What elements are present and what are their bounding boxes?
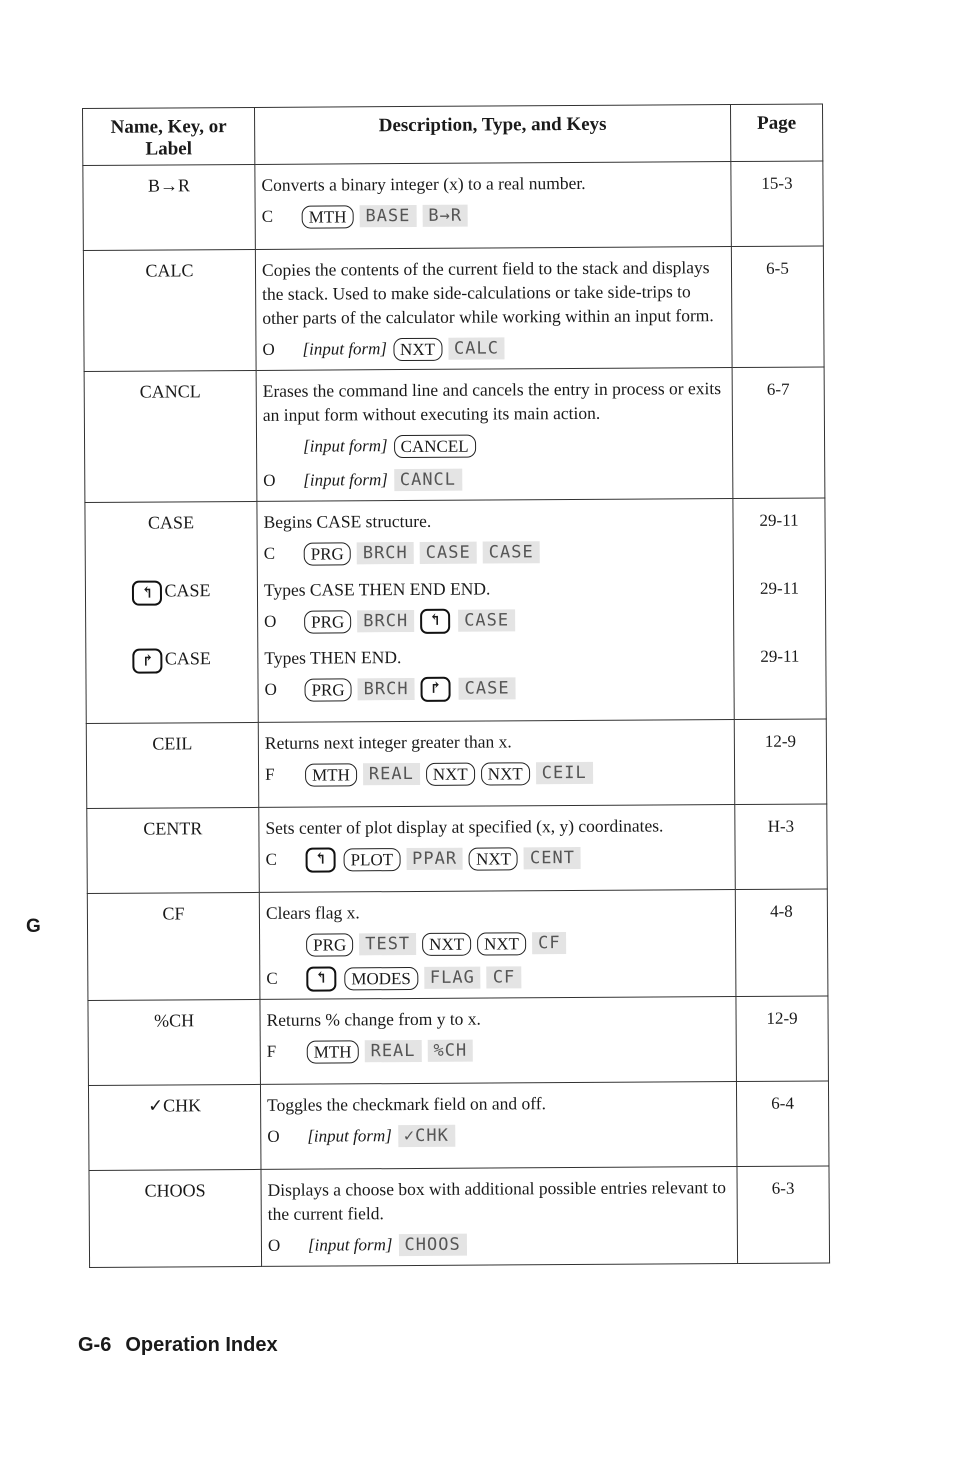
description-cell: [256, 368, 733, 502]
table-row: [87, 804, 828, 894]
keystroke-sequence: [267, 1120, 730, 1151]
command-type-code: O: [263, 470, 276, 490]
operation-name: [93, 1010, 256, 1079]
menu-softkey-label: %CH: [427, 1040, 473, 1062]
page-cell: [732, 367, 825, 499]
table-row: [89, 1166, 830, 1268]
operation-name-text: ✓CHK: [147, 1095, 202, 1116]
page-footer: [78, 1334, 278, 1357]
calculator-key: PRG: [306, 933, 353, 956]
operation-name-text: CF: [162, 903, 185, 924]
name-cell: [89, 1169, 262, 1267]
description-cell: [255, 247, 732, 371]
keystroke-sequence: [266, 843, 729, 874]
menu-softkey-label: FLAG: [424, 967, 481, 989]
description-text: Returns next integer greater than x.: [264, 731, 512, 753]
keystroke-sequence: [266, 962, 729, 993]
calculator-key: PLOT: [344, 848, 401, 871]
menu-softkey-label: CALC: [448, 337, 505, 359]
page-cell: [736, 1081, 829, 1167]
menu-softkey-label: BASE: [359, 205, 416, 227]
menu-softkey-label: CASE: [483, 541, 540, 563]
calculator-key: CANCEL: [394, 434, 476, 458]
input-form-placeholder: [input form]: [303, 436, 388, 456]
input-form-placeholder: [input form]: [307, 1235, 393, 1255]
input-form-placeholder: [input form]: [302, 339, 388, 359]
left-shift-icon: [132, 581, 162, 606]
page-cell: [735, 889, 828, 997]
command-type-code: C: [266, 968, 278, 988]
description-text: Returns % change from y to x.: [266, 1008, 481, 1030]
keystroke-sequence: [267, 1035, 730, 1066]
operation-name: [89, 381, 252, 450]
keystroke-sequence: [263, 464, 726, 495]
page-reference: 6-3: [771, 1178, 795, 1198]
menu-softkey-label: PPAR: [406, 848, 463, 870]
left-shift-icon: [420, 608, 450, 633]
description-text: Sets center of plot display at specified (x, y) coordinates.: [265, 815, 664, 838]
menu-softkey-label: CENT: [524, 847, 581, 869]
page-reference: 15-3: [761, 173, 793, 193]
operation-name-text: CASE: [164, 580, 211, 601]
page-reference: 6-5: [766, 258, 789, 278]
page-cell: [733, 498, 826, 720]
description-block: [263, 507, 726, 578]
description-cell: [259, 805, 736, 893]
operation-name-text: CASE: [164, 648, 211, 669]
page-cell: [737, 1166, 830, 1264]
calculator-key: PRG: [304, 542, 351, 565]
command-type-code: O: [264, 679, 277, 699]
left-shift-icon: [306, 847, 336, 872]
command-type-code: O: [262, 339, 275, 359]
keystroke-sequence: [265, 758, 728, 789]
operation-name-text: CALC: [145, 260, 194, 281]
calculator-key: MTH: [305, 763, 357, 786]
table-row: [85, 498, 826, 724]
description-text: Converts a binary integer (x) to a real number.: [261, 172, 586, 195]
menu-softkey-label: CASE: [458, 609, 515, 631]
calculator-key: NXT: [426, 762, 475, 785]
page-cell: [734, 719, 827, 805]
operation-name-text: CHOOS: [144, 1180, 206, 1201]
description-block: [265, 813, 728, 884]
operation-name-text: CANCL: [139, 381, 201, 402]
operation-name: [88, 260, 251, 329]
command-type-code: C: [263, 543, 276, 563]
calculator-key: NXT: [393, 337, 442, 360]
calculator-key: PRG: [304, 610, 351, 633]
name-cell: [88, 1084, 261, 1170]
footer-page-number: G-6: [78, 1334, 112, 1356]
description-cell: [261, 1167, 738, 1267]
menu-softkey-label: CASE: [459, 677, 516, 699]
description-cell: [258, 720, 735, 808]
name-cell: [87, 892, 260, 1000]
keystroke-sequence: [264, 537, 727, 568]
header-page: Page: [730, 104, 822, 162]
operation-name: [91, 733, 254, 802]
section-edge-tab: G: [26, 916, 41, 937]
page-reference: 6-7: [766, 379, 790, 399]
operation-name: [87, 175, 250, 244]
menu-softkey-label: BRCH: [357, 610, 414, 632]
right-shift-icon: [421, 676, 451, 701]
page-cell: [731, 246, 824, 368]
description-block: [267, 1090, 730, 1161]
command-type-code: C: [265, 849, 277, 869]
table-row: [88, 1081, 829, 1171]
menu-softkey-label: CEIL: [536, 762, 593, 784]
calculator-key: NXT: [469, 847, 518, 870]
description-block: [264, 575, 727, 646]
calculator-key: PRG: [304, 678, 351, 701]
operation-name: [93, 1095, 256, 1164]
table-row: [86, 719, 827, 809]
menu-softkey-label: CHOOS: [398, 1234, 466, 1256]
menu-softkey-label: CF: [532, 932, 567, 954]
table-header-row: [83, 104, 823, 166]
footer-title: Operation Index: [125, 1334, 278, 1356]
keystroke-sequence: [264, 673, 727, 704]
name-cell: [83, 249, 256, 371]
calculator-key: NXT: [422, 932, 471, 955]
table-body: [83, 161, 830, 1267]
description-text: Toggles the checkmark field on and off.: [267, 1093, 547, 1115]
menu-softkey-label: BRCH: [358, 678, 415, 700]
name-cell: [87, 807, 260, 893]
name-cell: [84, 370, 257, 502]
command-type-code: F: [265, 764, 275, 784]
keystroke-sequence: [263, 430, 726, 461]
keystroke-sequence: [262, 200, 725, 231]
operation-name-text: CENTR: [143, 818, 203, 839]
operation-name: [92, 903, 255, 972]
input-form-placeholder: [input form]: [303, 470, 388, 490]
name-cell: [88, 999, 261, 1085]
page-reference: 29-11: [760, 646, 800, 666]
keystroke-sequence: [268, 1229, 731, 1260]
page-reference: 29-11: [759, 578, 800, 598]
calculator-key: MODES: [344, 966, 418, 989]
description-cell: [255, 162, 732, 250]
description-cell: [259, 890, 736, 1000]
description-cell: [260, 1082, 737, 1170]
page-reference: 12-9: [766, 1008, 798, 1028]
keystroke-sequence: [262, 333, 725, 364]
keystroke-sequence: [264, 605, 727, 636]
table-row: [88, 996, 829, 1086]
description-cell: [257, 499, 734, 723]
description-text: Types THEN END.: [264, 647, 402, 668]
operation-name: [89, 512, 252, 581]
name-cell: [85, 501, 258, 723]
description-block: [267, 1005, 730, 1076]
description-block: [262, 255, 726, 364]
menu-softkey-label: TEST: [359, 933, 416, 955]
description-block: [266, 898, 730, 993]
command-type-code: F: [266, 1041, 277, 1061]
keystroke-sequence: [266, 928, 729, 959]
description-block: [265, 728, 728, 799]
header-description: Description, Type, and Keys: [254, 105, 730, 165]
description-block: [264, 643, 727, 714]
menu-softkey-label: BRCH: [357, 542, 414, 564]
menu-softkey-label: REAL: [364, 1040, 421, 1062]
name-cell: [83, 164, 256, 250]
description-text: Displays a choose box with additional possible entries relevant to the current field.: [267, 1177, 726, 1224]
input-form-placeholder: [input form]: [307, 1126, 392, 1146]
table-row: [84, 367, 825, 503]
description-text: Begins CASE structure.: [263, 510, 432, 532]
table-row: [87, 889, 828, 1001]
menu-softkey-label: B→R: [422, 205, 468, 227]
operation-name: [90, 648, 253, 717]
page-reference: 4-8: [770, 901, 793, 921]
operation-index-table: [82, 103, 830, 1268]
header-name: Name, Key, or Label: [83, 107, 255, 165]
menu-softkey-label: CANCL: [394, 469, 462, 491]
page-cell: [735, 804, 828, 890]
operation-name: [94, 1180, 257, 1249]
table-row: [83, 246, 824, 372]
menu-softkey-label: ✓CHK: [398, 1125, 455, 1147]
right-shift-icon: [133, 649, 163, 674]
description-text: Types CASE THEN END END.: [263, 578, 491, 600]
command-type-code: O: [267, 1126, 280, 1146]
operation-name-text: %CH: [154, 1010, 195, 1031]
operation-name-text: CASE: [147, 512, 195, 533]
description-block: [261, 170, 724, 241]
page-cell: [736, 996, 829, 1082]
calculator-key: MTH: [302, 205, 354, 228]
calculator-key: NXT: [481, 762, 530, 785]
page-reference: 29-11: [759, 510, 799, 530]
operation-name: [91, 818, 254, 887]
page-reference: 12-9: [764, 731, 797, 751]
name-cell: [86, 722, 259, 808]
calculator-key: MTH: [307, 1040, 359, 1063]
menu-softkey-label: CASE: [420, 542, 477, 564]
menu-softkey-label: CF: [487, 966, 522, 988]
command-type-code: O: [267, 1235, 281, 1255]
page-cell: [731, 161, 824, 247]
description-text: Clears flag x.: [265, 902, 360, 923]
calculator-key: NXT: [477, 932, 526, 955]
description-block: [268, 1175, 731, 1260]
command-type-code: O: [264, 611, 277, 631]
command-type-code: C: [261, 206, 274, 226]
description-text: Copies the contents of the current field to the stack and displays the stack. Used to make side-calculations or take side-trips to other parts of the calculator while working within an input form.: [261, 257, 714, 328]
left-shift-icon: [306, 966, 336, 991]
page-reference: 6-4: [771, 1093, 794, 1113]
description-cell: [260, 997, 737, 1085]
operation-name-text: B→R: [147, 175, 191, 196]
description-block: [263, 376, 727, 495]
operation-name: [90, 580, 253, 649]
description-text: Erases the command line and cancels the entry in process or exits an input form without executing its main action.: [262, 378, 722, 425]
table-row: [83, 161, 824, 251]
operation-name-text: CEIL: [152, 733, 193, 754]
menu-softkey-label: REAL: [363, 763, 420, 785]
page-reference: H-3: [767, 816, 795, 836]
